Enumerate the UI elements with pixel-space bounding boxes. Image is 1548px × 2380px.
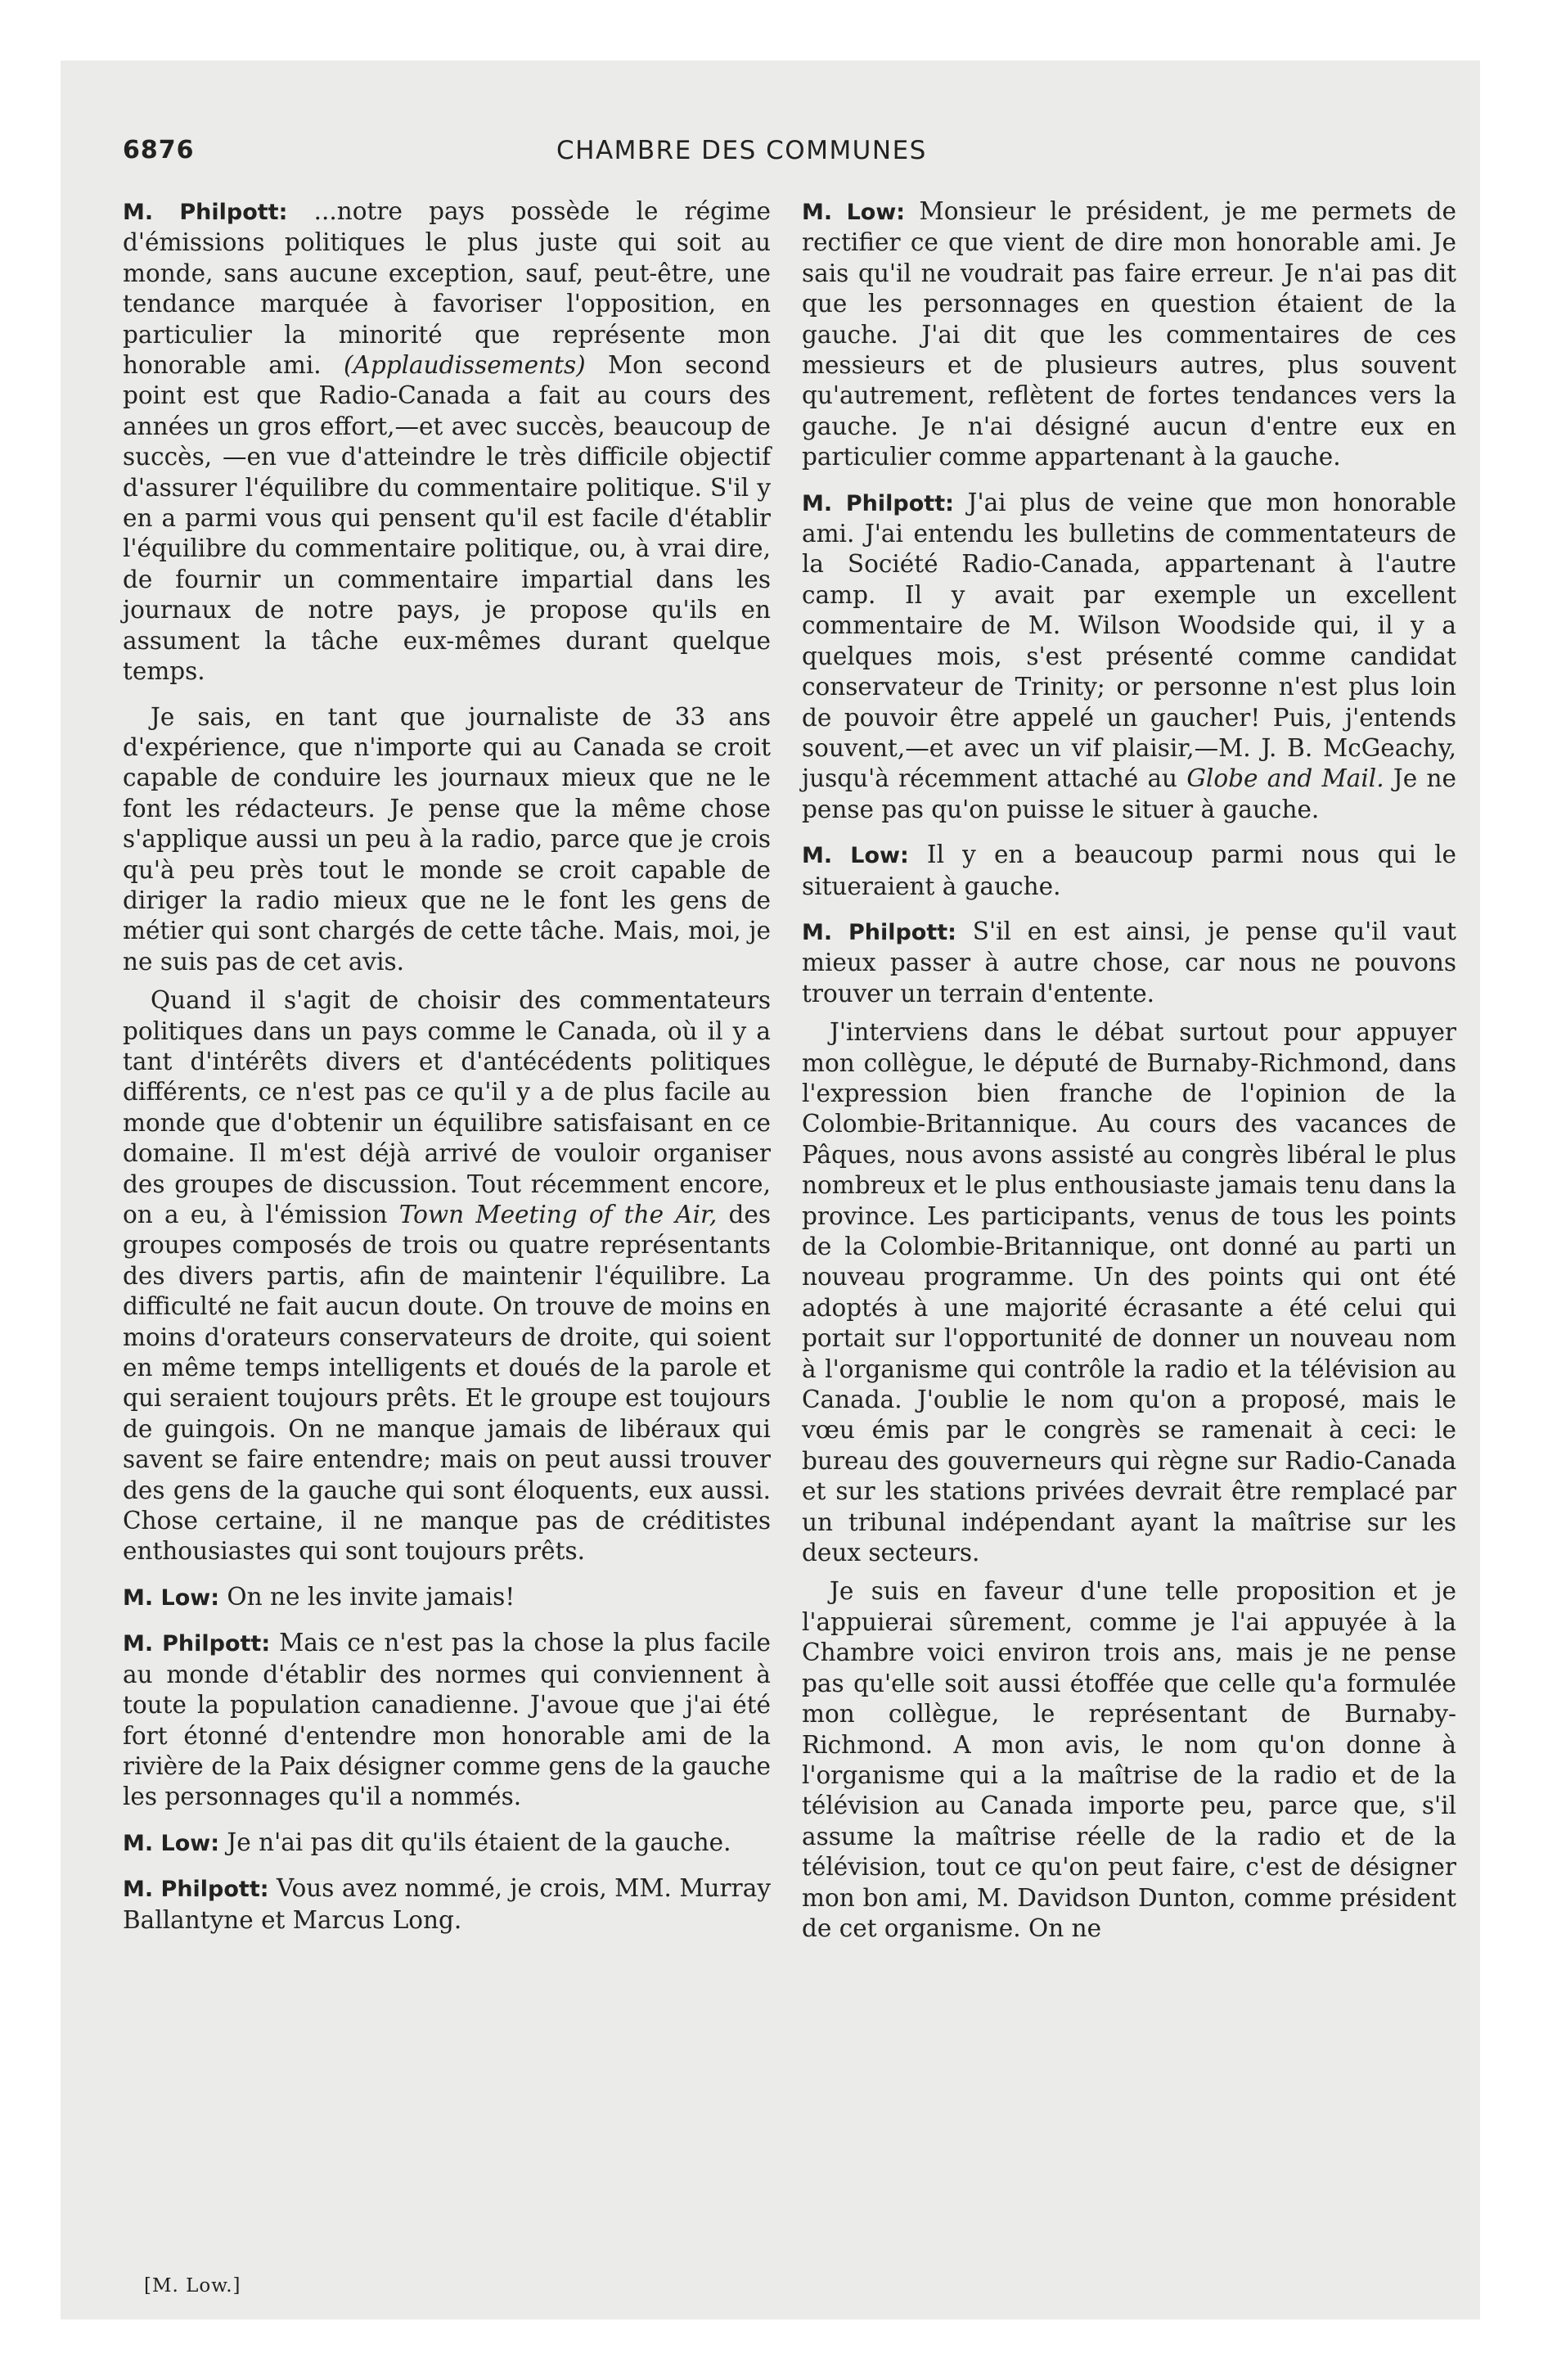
paragraph — [802, 488, 1456, 825]
page-number: 6876 — [123, 136, 195, 165]
speaker-name: M. Low: — [123, 1584, 220, 1611]
speech-text: Quand il s'agit de choisir des commentateurs politiques dans un pays comme le Canada, où il y a tant d'intérêts divers et d'antécédents politiques différents, ce n'est pas ce qu'il y a de plus facile au monde que d'obtenir un équilibre satisfaisant en ce domaine. Il m'est déjà arrivé de vouloir organiser des groupes de discussion. Tout récemment encore, on a eu, à l'émission — [123, 986, 771, 1228]
page-header — [123, 136, 1465, 175]
speech-text: Il y en a beaucoup parmi nous qui le situeraient à gauche. — [802, 841, 1456, 900]
speaker-name: M. Philpott: — [123, 200, 288, 225]
speech-text: Je ne pense pas qu'on puisse le situer à gauche. — [802, 764, 1456, 823]
speech-text: Vous avez nommé, je crois, MM. Murray Ballantyne et Marcus Long. — [123, 1874, 771, 1934]
paragraph: Je suis en faveur d'une telle proposition et je l'appuierai sûrement, comme je l'ai appuyée à la Chambre voici environ trois ans, mais je ne pense pas qu'elle soit aussi étoffée que celle qu'a formulée mon collègue, le représentant de Burnaby-Richmond. A mon avis, le nom qu'on donne à l'organisme qui a la maîtrise de la radio et de la télévision au Canada importe peu, parce que, s'il assume la maîtrise réelle de la radio et de la télévision, tout ce qu'on peut faire, c'est de désigner mon bon ami, M. Davidson Dunton, comme président de cet organisme. On ne — [802, 1577, 1456, 1942]
speaker-name: M. Philpott: — [802, 919, 956, 945]
program-title: Town Meeting of the Air, — [398, 1201, 718, 1228]
speaker-name: M. Low: — [802, 843, 909, 869]
speaker-name: M. Philpott: — [123, 1631, 271, 1657]
speech-text: Mais ce n'est pas la chose la plus facile au monde d'établir des normes qui conviennent à toute la population canadienne. J'avoue que j'ai été fort étonné d'entendre mon honorable ami de la rivière de la Paix désigner comme gens de la gauche les personnages qu'il a nommés. — [123, 1629, 771, 1811]
speech-text: On ne les invite jamais! — [227, 1582, 515, 1611]
paragraph — [123, 985, 771, 1567]
paragraph — [123, 1873, 771, 1936]
speech-text: Je n'ai pas dit qu'ils étaient de la gauche. — [227, 1828, 731, 1856]
speech-text: ...notre pays possède le régime d'émissions politiques le plus juste qui soit au monde, sans aucune exception, sauf, peut-être, une tendance marquée à favoriser l'opposition, en particulier la minorité que représente mon honorable ami. — [123, 197, 771, 380]
speech-text: des groupes composés de trois ou quatre représentants des divers partis, afin de maintenir l'équilibre. La difficulté ne fait aucun doute. On trouve de moins en moins d'orateurs conservateurs de droite, qui soient en même temps intelligents et doués de la parole et qui seraient toujours prêts. Et le groupe est toujours de guingois. On ne manque jamais de libéraux qui savent se faire entendre; mais on peut aussi trouver des gens de la gauche qui sont éloquents, eux aussi. Chose certaine, il ne manque pas de créditistes enthousiastes qui sont toujours prêts. — [123, 1201, 771, 1566]
running-title: CHAMBRE DES COMMUNES — [556, 136, 927, 165]
paragraph — [802, 917, 1456, 1009]
paragraph — [802, 840, 1456, 902]
speech-text: J'ai plus de veine que mon honorable ami. J'ai entendu les bulletins de commentateurs de la Société Radio-Canada, appartenant à l'autre camp. Il y avait par exemple un excellent commentaire de M. Wilson Woodside qui, il y a quelques mois, s'est présenté comme candidat conservateur de Trinity; or personne n'est plus loin de pouvoir être appelé un gaucher! Puis, j'entends souvent,—et avec un vif plaisir,—M. J. B. McGeachy, jusqu'à récemment attaché au — [802, 488, 1456, 793]
newspaper-title: Globe and Mail. — [1186, 764, 1384, 793]
paragraph — [123, 1582, 771, 1613]
paragraph — [123, 196, 771, 687]
speaker-name: M. Low: — [802, 200, 906, 225]
left-column — [123, 196, 771, 1950]
speech-text: Mon second point est que Radio-Canada a fait au cours des années un gros effort,—et avec succès, beaucoup de succès, —en vue d'atteindre le très difficile objectif d'assurer l'équilibre du commentaire politique. S'il y en a parmi vous qui pensent qu'il est facile d'établir l'équilibre du commentaire politique, ou, à vrai dire, de fournir un commentaire impartial dans les journaux de notre pays, je propose qu'ils en assument la tâche eux-mêmes durant quelque temps. — [123, 351, 771, 686]
speaker-name: M. Low: — [123, 1830, 220, 1856]
speaker-name: M. Philpott: — [123, 1877, 269, 1903]
speech-text: S'il en est ainsi, je pense qu'il vaut mieux passer à autre chose, car nous ne pouvons trouver un terrain d'entente. — [802, 917, 1456, 1007]
continuation-note: [M. Low.] — [144, 2275, 241, 2297]
right-column — [802, 196, 1456, 1952]
speaker-name: M. Philpott: — [802, 490, 954, 516]
paragraph: J'interviens dans le débat surtout pour appuyer mon collègue, le député de Burnaby-Richmond, dans l'expression bien franche de l'opinion de la Colombie-Britannique. Au cours des vacances de Pâques, nous avons assisté au congrès libéral le plus nombreux et le plus enthousiaste jamais tenu dans la province. Les participants, venus de tous les points de la Colombie-Britannique, ont donné au parti un nouveau programme. Un des points qui ont été adoptés à une majorité écrasante a été celui qui portait sur l'opportunité de donner un nouveau nom à l'organisme qui contrôle la radio et la télévision au Canada. J'oublie le nom qu'on a proposé, mais le vœu émis par le congrès se ramenait à ceci: le bureau des gouverneurs qui règne sur Radio-Canada et sur les stations privées devrait être remplacé par un tribunal indépendant ayant la maîtrise sur les deux secteurs. — [802, 1018, 1456, 1567]
stage-direction: (Applaudissements) — [344, 351, 586, 380]
speech-text: Monsieur le président, je me permets de rectifier ce que vient de dire mon honorable ami. Je sais qu'il ne voudrait pas faire erreur. Je n'ai pas dit que les personnages en question étaient de la gauche. J'ai dit que les commentaires de ces messieurs et de plusieurs autres, plus souvent qu'autrement, reflètent de fortes tendances vers la gauche. Je n'ai désigné aucun d'entre eux en particulier comme appartenant à la gauche. — [802, 197, 1457, 471]
paragraph — [123, 1628, 771, 1812]
paragraph — [802, 196, 1456, 473]
paragraph — [123, 1828, 771, 1859]
paragraph: Je sais, en tant que journaliste de 33 ans d'expérience, que n'importe qui au Canada se croit capable de conduire les journaux mieux que ne le font les rédacteurs. Je pense que la même chose s'applique aussi un peu à la radio, parce que je crois qu'à peu près tout le monde se croit capable de diriger la radio mieux que ne le font les gens de métier qui sont chargés de cette tâche. Mais, moi, je ne suis pas de cet avis. — [123, 702, 771, 976]
